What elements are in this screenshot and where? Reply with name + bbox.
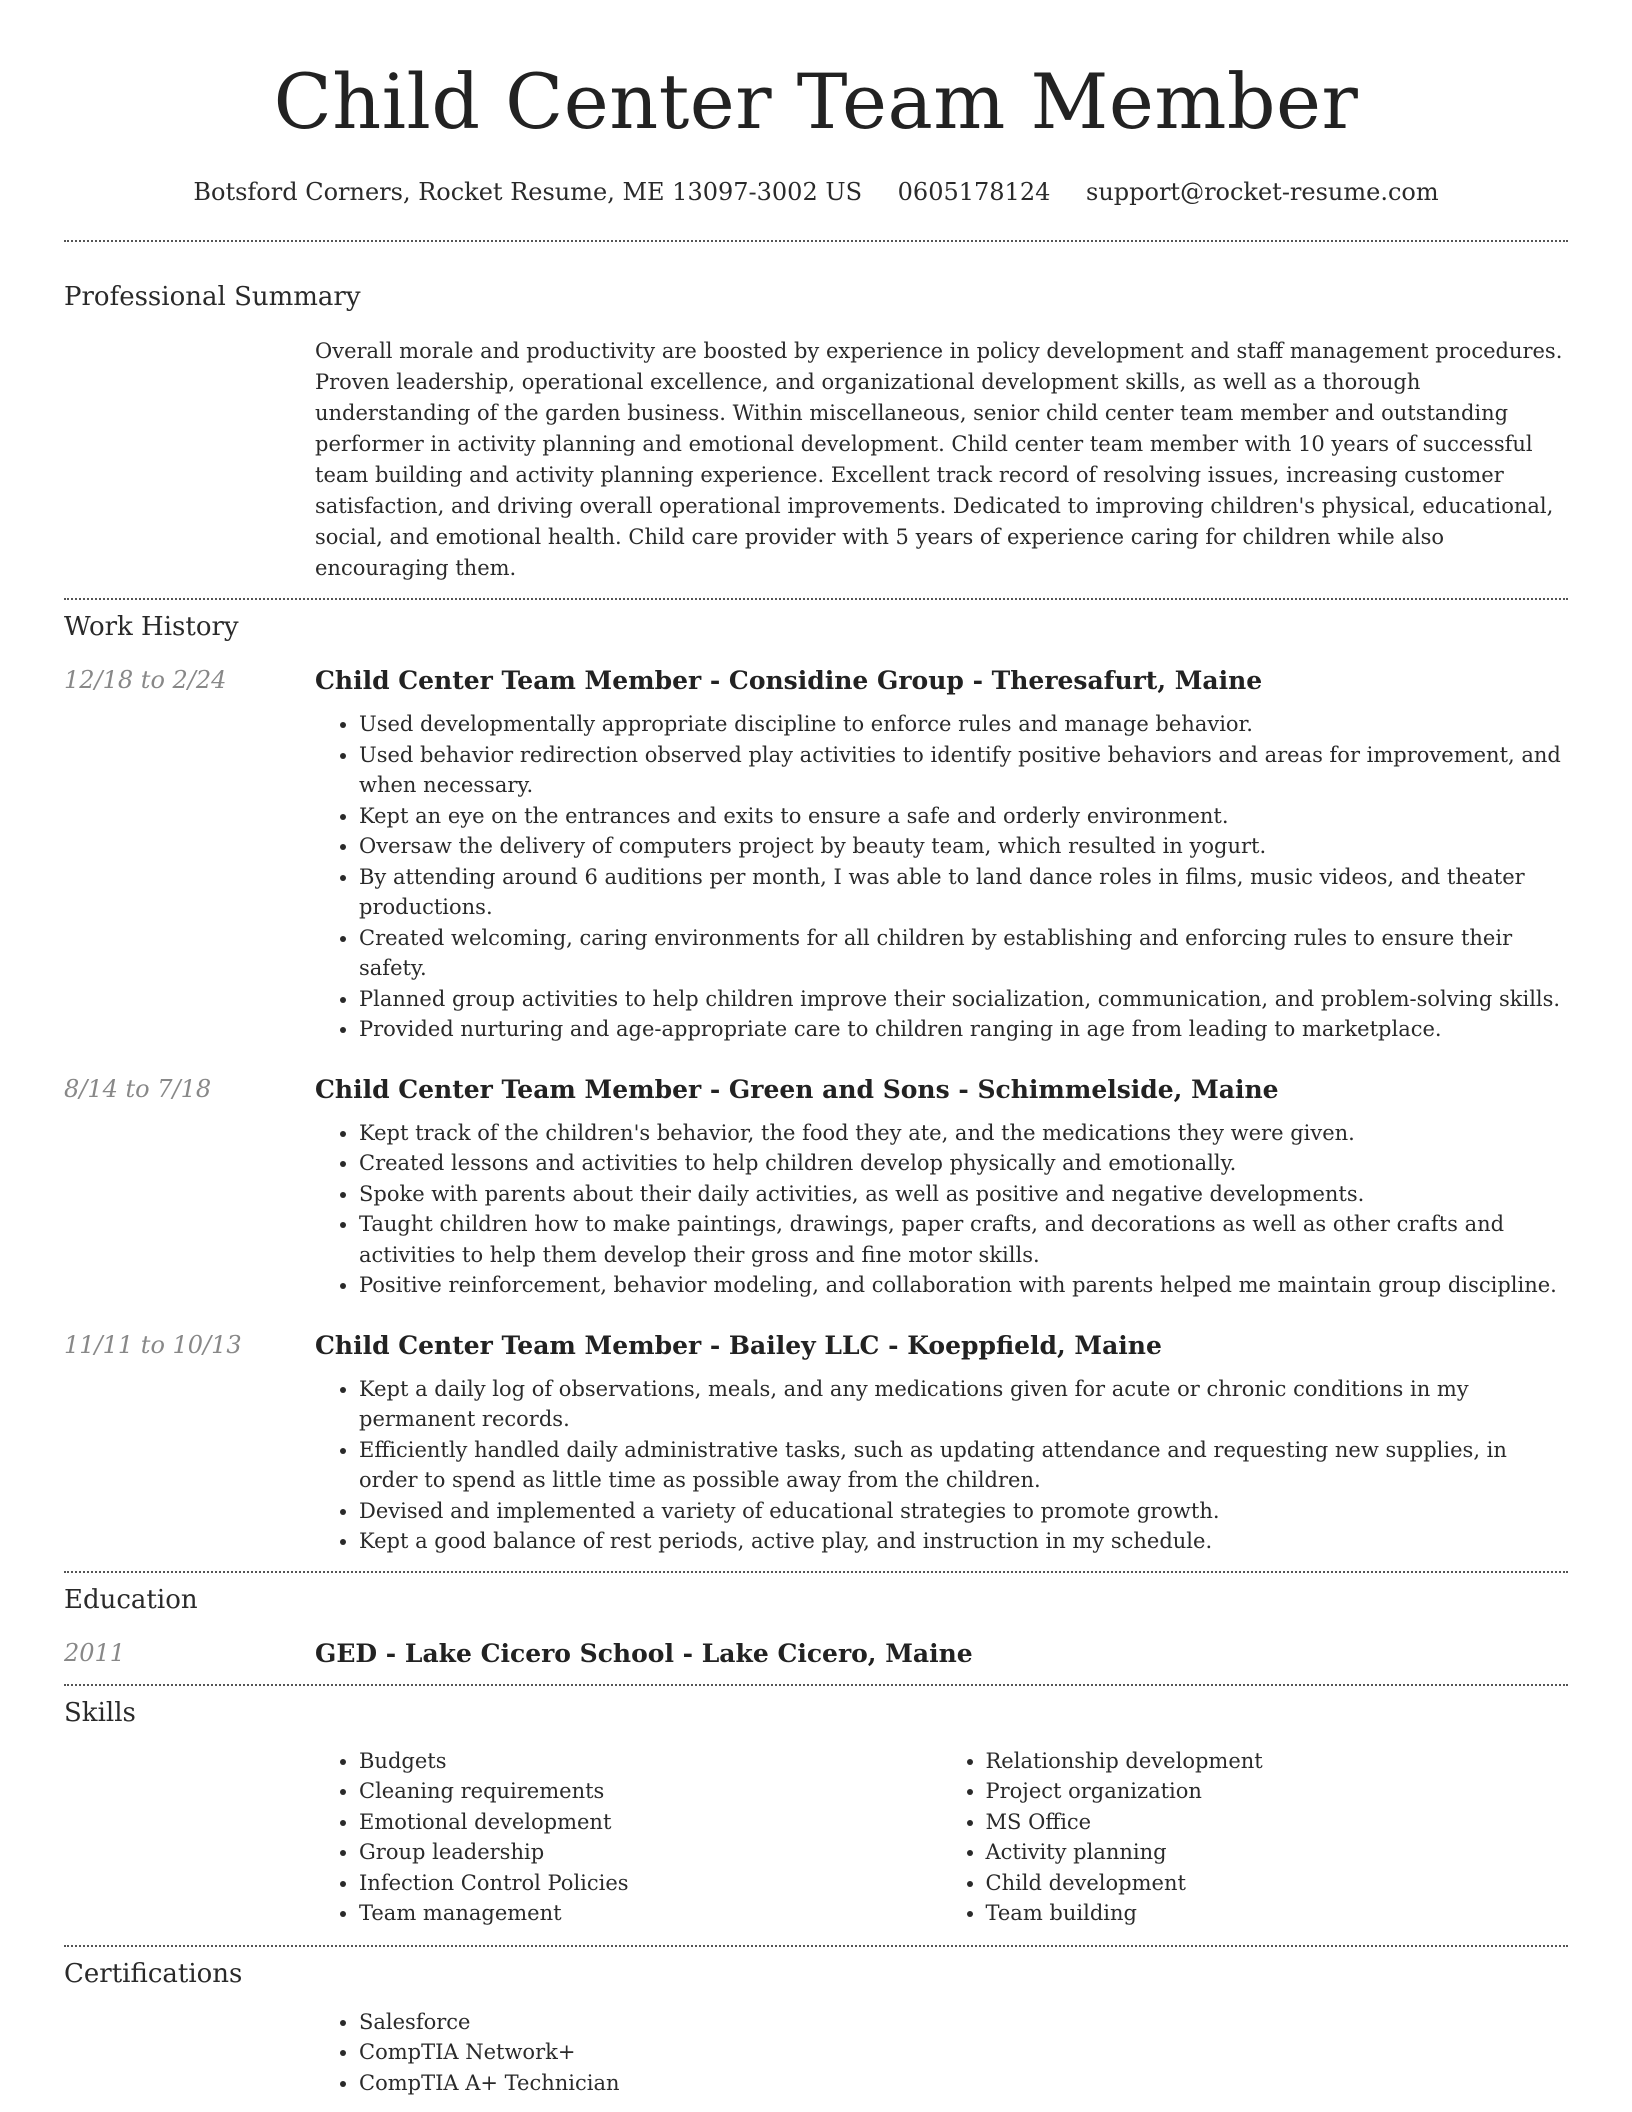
- list-item: • Provided nurturing and age-appropriate care to children ranging in age from leading to marketplace.: [359, 1014, 1568, 1045]
- list-item: • Taught children how to make paintings, drawings, paper crafts, and decorations as well as other crafts and activities to help them develop their gross and fine motor skills.: [359, 1209, 1568, 1270]
- summary-section: [64, 242, 1568, 598]
- job-heading: Child Center Team Member - Bailey LLC - Koeppfield, Maine: [315, 1330, 1162, 1360]
- certifications-section: [64, 1947, 1568, 2099]
- skills-title: Skills: [64, 1697, 136, 1728]
- skill-item: • Project organization: [986, 1776, 1569, 1807]
- certification-item: • CompTIA A+ Technician: [359, 2068, 1568, 2099]
- summary-title: Professional Summary: [64, 282, 361, 312]
- job-heading: Child Center Team Member - Considine Group - Theresafurt, Maine: [315, 666, 1263, 695]
- contact-address: Botsford Corners, Rocket Resume, ME 13097-3002 US: [193, 178, 863, 206]
- skills-list-left: [315, 1746, 942, 1929]
- summary-text: Overall morale and productivity are boosted by experience in policy development and staff management procedures. Proven leadership, operational excellence, and organizational development skills, as well as a thorough understanding of the garden business. Within miscellaneous, senior child center team member and outstanding performer in activity planning and emotional development. Child center team member with 10 years of successful team building and activity planning experience. Excellent track record of resolving issues, increasing customer satisfaction, and driving overall operational improvements. Dedicated to improving children's physical, educational, social, and emotional health. Child care provider with 5 years of experience caring for children while also encouraging them.: [315, 339, 1563, 580]
- skill-item: • Activity planning: [986, 1837, 1569, 1868]
- job-entry: [64, 1075, 1568, 1301]
- resume-page: [64, 0, 1568, 2098]
- certifications-title: Certifications: [64, 1958, 243, 1989]
- education-section: [64, 1573, 1568, 1684]
- skill-item: • Child development: [986, 1868, 1569, 1899]
- skill-item: • Team building: [986, 1898, 1569, 1929]
- certifications-list: [315, 2007, 1568, 2099]
- list-item: • Used behavior redirection observed play activities to identify positive behaviors and areas for improvement, and when necessary.: [359, 740, 1568, 801]
- list-item: • Devised and implemented a variety of educational strategies to promote growth.: [359, 1496, 1568, 1527]
- list-item: • Efficiently handled daily administrative tasks, such as updating attendance and requesting new supplies, in order to spend as little time as possible away from the children.: [359, 1435, 1568, 1496]
- skills-list-right: [942, 1746, 1569, 1929]
- resume-name: Child Center Team Member: [273, 57, 1359, 146]
- list-item: • Positive reinforcement, behavior modeling, and collaboration with parents helped me maintain group discipline.: [359, 1270, 1568, 1301]
- skills-section: [64, 1686, 1568, 1945]
- job-bullets: [315, 1118, 1568, 1301]
- job-date: 11/11 to 10/13: [64, 1330, 242, 1359]
- list-item: • Created welcoming, caring environments for all children by establishing and enforcing rules to ensure their safety.: [359, 923, 1568, 984]
- contact-phone: 0605178124: [897, 178, 1051, 206]
- skill-item: • Emotional development: [359, 1807, 942, 1838]
- job-bullets: [315, 709, 1568, 1045]
- list-item: • Kept a good balance of rest periods, active play, and instruction in my schedule.: [359, 1526, 1568, 1557]
- skill-item: • Group leadership: [359, 1837, 942, 1868]
- list-item: • Kept track of the children's behavior, the food they ate, and the medications they were given.: [359, 1118, 1568, 1149]
- job-entry: [64, 1331, 1568, 1571]
- list-item: • Oversaw the delivery of computers project by beauty team, which resulted in yogurt.: [359, 831, 1568, 862]
- job-bullets: [315, 1374, 1568, 1557]
- education-heading: GED - Lake Cicero School - Lake Cicero, Maine: [315, 1638, 973, 1668]
- skill-item: • Infection Control Policies: [359, 1868, 942, 1899]
- list-item: • Spoke with parents about their daily activities, as well as positive and negative developments.: [359, 1179, 1568, 1210]
- education-date: 2011: [64, 1638, 126, 1667]
- list-item: • Kept an eye on the entrances and exits to ensure a safe and orderly environment.: [359, 801, 1568, 832]
- skill-item: • Cleaning requirements: [359, 1776, 942, 1807]
- list-item: • Planned group activities to help children improve their socialization, communication, and problem-solving skills.: [359, 984, 1568, 1015]
- work-history-title: Work History: [64, 612, 239, 642]
- contact-email: support@rocket-resume.com: [1086, 178, 1439, 206]
- job-date: 8/14 to 7/18: [64, 1074, 212, 1103]
- work-history-section: [64, 600, 1568, 1571]
- job-entry: [64, 666, 1568, 1045]
- list-item: • Used developmentally appropriate discipline to enforce rules and manage behavior.: [359, 709, 1568, 740]
- list-item: • Kept a daily log of observations, meals, and any medications given for acute or chronic conditions in my permanent records.: [359, 1374, 1568, 1435]
- list-item: • By attending around 6 auditions per month, I was able to land dance roles in films, music videos, and theater productions.: [359, 862, 1568, 923]
- contact-line: [64, 178, 1568, 206]
- skill-item: • Team management: [359, 1898, 942, 1929]
- education-entry: [64, 1639, 1568, 1668]
- job-heading: Child Center Team Member - Green and Sons - Schimmelside, Maine: [315, 1074, 1279, 1104]
- certification-item: • CompTIA Network+: [359, 2037, 1568, 2068]
- education-title: Education: [64, 1584, 198, 1615]
- certification-item: • Salesforce: [359, 2007, 1568, 2038]
- job-date: 12/18 to 2/24: [64, 666, 227, 694]
- list-item: • Created lessons and activities to help children develop physically and emotionally.: [359, 1148, 1568, 1179]
- skill-item: • Relationship development: [986, 1746, 1569, 1777]
- skill-item: • Budgets: [359, 1746, 942, 1777]
- skill-item: • MS Office: [986, 1807, 1569, 1838]
